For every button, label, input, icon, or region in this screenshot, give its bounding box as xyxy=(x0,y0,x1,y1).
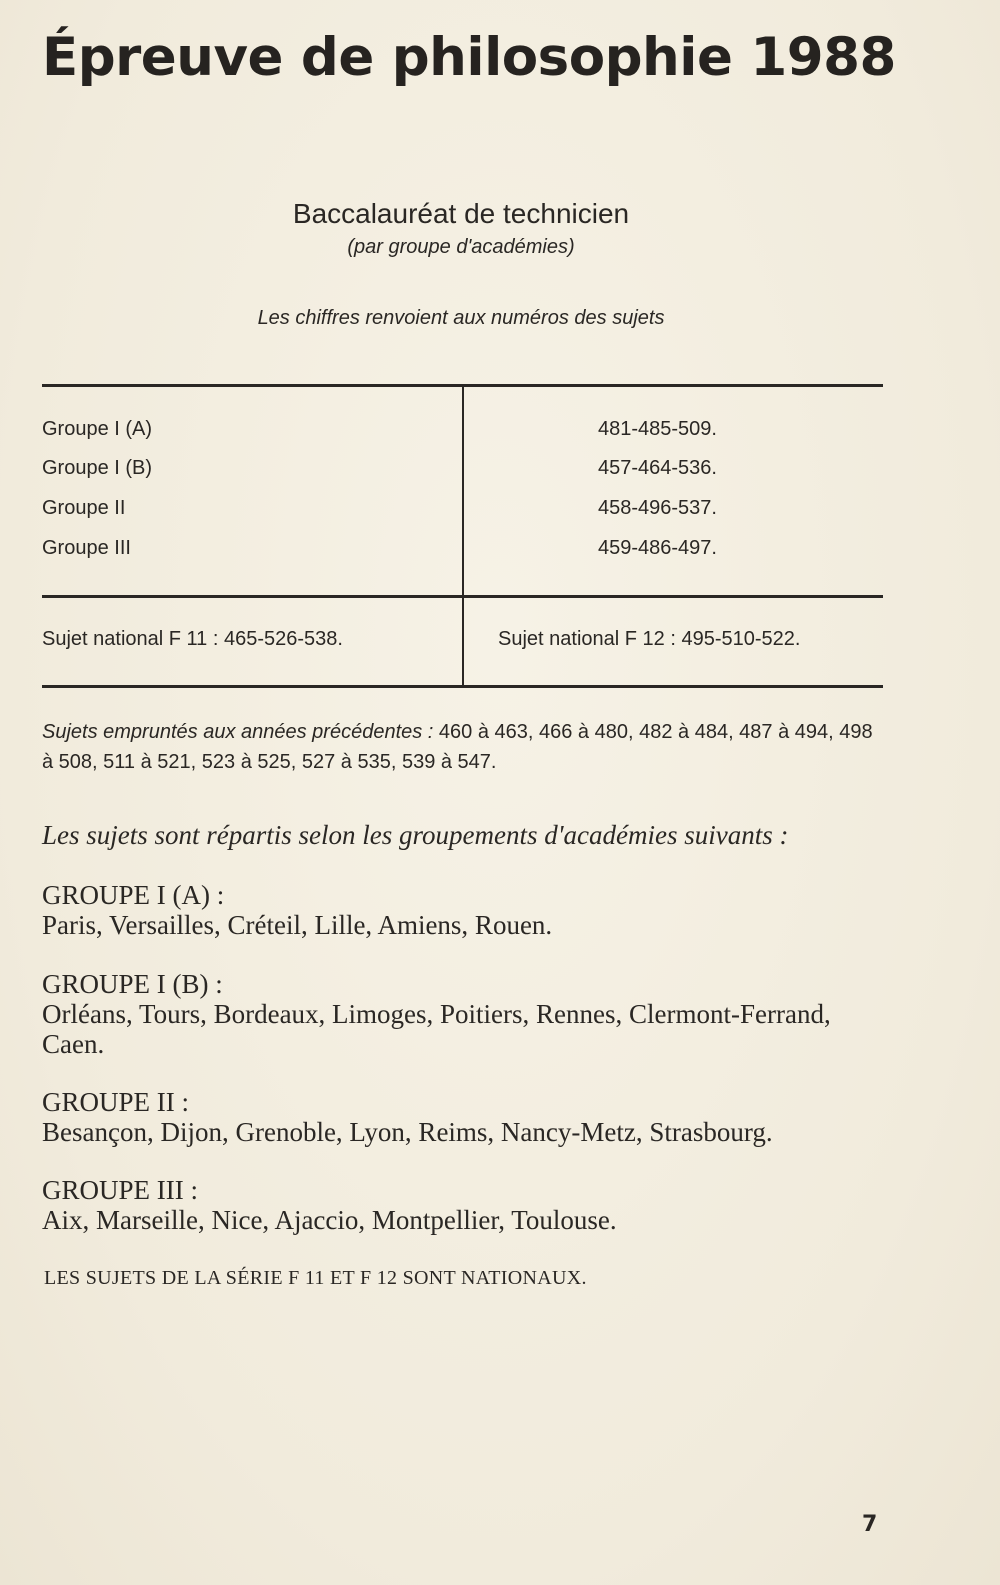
group-title: GROUPE I (B) : xyxy=(42,969,223,999)
group-academies: Paris, Versailles, Créteil, Lille, Amiens, Rouen. xyxy=(42,910,553,940)
group-block xyxy=(42,969,892,1059)
group-title: GROUPE I (A) : xyxy=(42,880,225,910)
table-cell-subjects: 481-485-509. xyxy=(598,418,717,440)
group-title: GROUPE III : xyxy=(42,1175,198,1205)
group-title: GROUPE II : xyxy=(42,1087,189,1117)
borrowed-subjects-list: 460 à 463, 466 à 480, 482 à 484, 487 à 494, 498 à 508, 511 à 521, 523 à 525, 527 à 535, 539 à 547. xyxy=(42,721,873,773)
group-academies: Aix, Marseille, Nice, Ajaccio, Montpellier, Toulouse. xyxy=(42,1205,617,1235)
national-subject-f12: Sujet national F 12 : 495-510-522. xyxy=(498,628,801,650)
numbering-note: Les chiffres renvoient aux numéros des sujets xyxy=(257,307,665,329)
table-cell-subjects: 459-486-497. xyxy=(598,537,717,559)
group-academies: Orléans, Tours, Bordeaux, Limoges, Poitiers, Rennes, Clermont-Ferrand, Caen. xyxy=(42,999,831,1059)
group-block xyxy=(42,1175,892,1235)
table-cell-group: Groupe I (B) xyxy=(42,457,153,479)
table-column-divider xyxy=(462,384,464,688)
national-series-note: LES SUJETS DE LA SÉRIE F 11 ET F 12 SONT NATIONAUX. xyxy=(44,1267,587,1289)
table-cell-subjects: 457-464-536. xyxy=(598,457,717,479)
group-academies: Besançon, Dijon, Grenoble, Lyon, Reims, Nancy-Metz, Strasbourg. xyxy=(42,1117,773,1147)
table-cell-subjects: 458-496-537. xyxy=(598,497,717,519)
group-block xyxy=(42,880,892,940)
group-block xyxy=(42,1087,892,1147)
table-cell-group: Groupe III xyxy=(42,537,131,559)
groupings-intro: Les sujets sont répartis selon les groupements d'académies suivants : xyxy=(42,820,789,850)
table-cell-group: Groupe I (A) xyxy=(42,418,153,440)
page-number: 7 xyxy=(862,1512,878,1537)
subtitle-parenthetical: (par groupe d'académies) xyxy=(347,236,575,258)
page-title: Épreuve de philosophie 1988 xyxy=(42,27,896,88)
borrowed-subjects-paragraph xyxy=(42,717,887,777)
table-cell-group: Groupe II xyxy=(42,497,126,519)
national-subject-f11: Sujet national F 11 : 465-526-538. xyxy=(42,628,343,650)
borrowed-subjects-lead: Sujets empruntés aux années précédentes : xyxy=(42,721,434,743)
subtitle: Baccalauréat de technicien xyxy=(292,198,630,229)
